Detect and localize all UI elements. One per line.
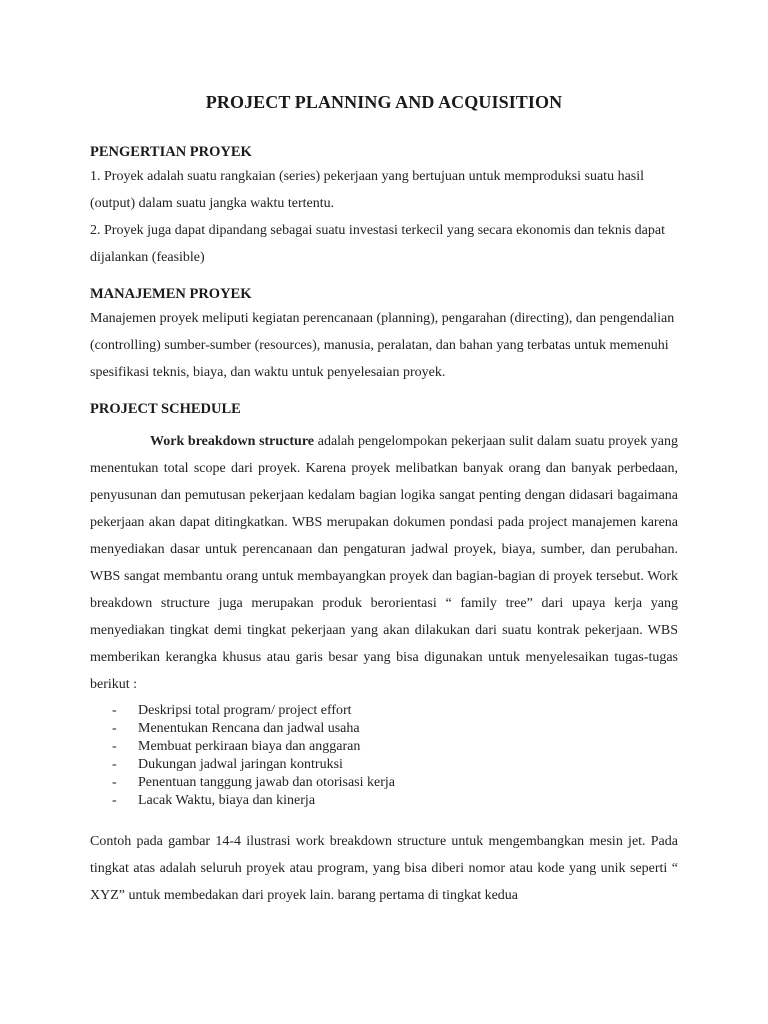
list-item-text: Deskripsi total program/ project effort (138, 703, 352, 718)
wbs-task-list (90, 702, 678, 810)
list-item-text: Menentukan Rencana dan jadwal usaha (138, 721, 360, 736)
document-title: PROJECT PLANNING AND ACQUISITION (205, 92, 563, 112)
bullet-dash: - (112, 703, 117, 718)
manajemen-proyek-paragraph: Manajemen proyek meliputi kegiatan perencanaan (planning), pengarahan (directing), dan pengendalian (controlling) sumber-sumber (resources), manusia, peralatan, dan bahan yang terbatas untuk memenuhi spesifikasi teknis, biaya, dan waktu untuk penyelesaian proyek. (90, 311, 675, 380)
list-item-text: Dukungan jadwal jaringan kontruksi (138, 757, 343, 772)
list-item (112, 702, 678, 720)
list-item-text: Lacak Waktu, biaya dan kinerja (138, 793, 316, 808)
wbs-term: Work breakdown structure (150, 434, 315, 449)
section-heading-project-schedule: PROJECT SCHEDULE (90, 401, 241, 417)
definition-item-1: 1. Proyek adalah suatu rangkaian (series) pekerjaan yang bertujuan untuk memproduksi suatu hasil (output) dalam suatu jangka waktu tertentu. (90, 169, 645, 211)
list-item (112, 738, 678, 756)
list-item (112, 774, 678, 792)
wbs-paragraph (90, 428, 678, 698)
definition-item-2: 2. Proyek juga dapat dipandang sebagai suatu investasi terkecil yang secara ekonomis dan teknis dapat dijalankan (feasible) (90, 223, 665, 265)
bullet-dash: - (112, 775, 117, 790)
list-item (112, 792, 678, 810)
closing-paragraph: Contoh pada gambar 14-4 ilustrasi work breakdown structure untuk mengembangkan mesin jet. Pada tingkat atas adalah seluruh proyek atau program, yang bisa diberi nomor atau kode yang unik seperti “ XYZ” untuk membedakan dari proyek lain. barang pertama di tingkat kedua (90, 834, 678, 903)
wbs-paragraph-body: adalah pengelompokan pekerjaan sulit dalam suatu proyek yang menentukan total scope dari proyek. Karena proyek melibatkan banyak orang dan banyak perbedaan, penyusunan dan pemutusan pekerjaan kedalam bagian logika sangat penting dengan didasari bagaimana pekerjaan akan dapat ditingkatkan. WBS merupakan dokumen pondasi pada project manajemen karena menyediakan dasar untuk perencanaan dan pengaturan jadwal proyek, biaya, sumber, dan perubahan. WBS sangat membantu orang untuk membayangkan proyek dan bagian-bagian di proyek tersebut. Work breakdown structure juga merupakan produk berorientasi “ family tree” dari upaya kerja yang menyediakan tingkat demi tingkat pekerjaan yang akan dilakukan dari suatu kontrak pekerjaan. WBS memberikan kerangka khusus atau garis besar yang bisa digunakan untuk menyelesaikan tugas-tugas berikut : (90, 434, 679, 692)
list-item (112, 756, 678, 774)
section-heading-manajemen-proyek: MANAJEMEN PROYEK (90, 286, 252, 302)
list-item-text: Membuat perkiraan biaya dan anggaran (138, 739, 361, 754)
bullet-dash: - (112, 739, 117, 754)
bullet-dash: - (112, 793, 117, 808)
list-item (112, 720, 678, 738)
section-heading-pengertian-proyek: PENGERTIAN PROYEK (90, 144, 252, 160)
bullet-dash: - (112, 757, 117, 772)
bullet-dash: - (112, 721, 117, 736)
list-item-text: Penentuan tanggung jawab dan otorisasi kerja (138, 775, 395, 790)
